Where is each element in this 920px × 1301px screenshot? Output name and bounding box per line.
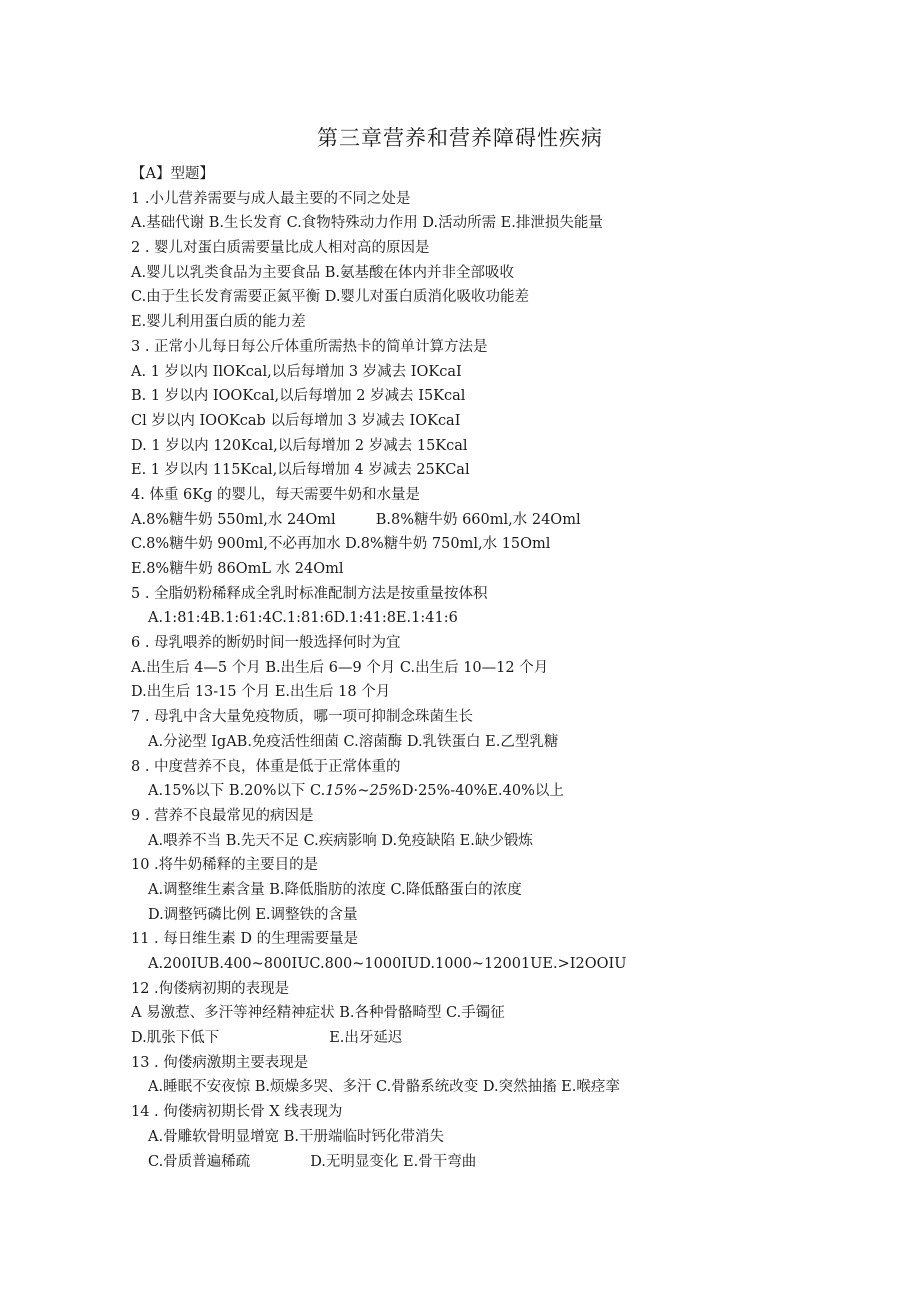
option-12d: D.肌张下低下 <box>131 1030 220 1047</box>
options-8-part3: D·25%-40%E.40%以上 <box>401 783 564 800</box>
question-4: 4. 体重 6Kg 的婴儿，每天需要牛奶和水量是 <box>131 486 421 503</box>
question-2: 2 . 婴儿对蛋白质需要量比成人相对高的原因是 <box>131 240 430 257</box>
option-12e: E.出牙延迟 <box>329 1030 403 1047</box>
options-5: A.1:81:4B.1:61:4C.1:81:6D.1:41:8E.1:41:6 <box>148 610 458 627</box>
options-12a: A 易激惹、多汗等神经精神症状 B.各种骨骼畸型 C.手镯征 <box>131 1005 505 1022</box>
question-list <box>131 162 851 1174</box>
option-3e: E. 1 岁以内 115Kcal,以后每增加 4 岁减去 25KCal <box>131 462 470 479</box>
options-4c: E.8%糖牛奶 86OmL 水 24Oml <box>131 561 344 577</box>
options-8-part1: A.15%以下 B.20%以下 C. <box>148 783 326 800</box>
options-13: A.睡眠不安夜惊 B.烦燥多哭、多汗 C.骨骼系统改变 D.突然抽搐 E.喉痉挛 <box>148 1079 620 1096</box>
options-6a: A.出生后 4—5 个月 B.出生后 6—9 个月 C.出生后 10—12 个月 <box>131 659 549 676</box>
options-4a <box>131 508 851 533</box>
options-2b: C.由于生长发育需要正氮平衡 D.婴儿对蛋白质消化吸收功能差 <box>131 289 530 306</box>
option-3b: B. 1 岁以内 IOOKcal,以后每增加 2 岁减去 I5Kcal <box>131 388 466 405</box>
options-2a: A.婴儿以乳类食品为主要食品 B.氨基酸在体内并非全部吸收 <box>131 264 514 281</box>
question-1: 1 .小儿营养需要与成人最主要的不同之处是 <box>131 190 411 207</box>
question-12: 12 .佝偻病初期的表现是 <box>131 980 290 997</box>
question-10: 10 .将牛奶稀释的主要目的是 <box>131 857 319 874</box>
question-7: 7 . 母乳中含大量免疫物质，哪一项可抑制念珠菌生长 <box>131 709 474 726</box>
question-11: 11 . 每日维生素 D 的生理需要量是 <box>131 931 359 948</box>
option-14c: C.骨质普遍稀疏 <box>148 1153 251 1170</box>
options-9: A.喂养不当 B.先天不足 C.疾病影响 D.免疫缺陷 E.缺少锻炼 <box>148 832 533 849</box>
option-14de: D.无明显变化 E.骨干弯曲 <box>310 1153 477 1170</box>
option-3d: D. 1 岁以内 120Kcal,以后每增加 2 岁减去 15Kcal <box>131 437 468 454</box>
question-8: 8 . 中度营养不良，体重是低于正常体重的 <box>131 758 401 775</box>
options-12b <box>131 1026 851 1051</box>
question-3: 3 . 正常小儿每日每公斤体重所需热卡的简单计算方法是 <box>131 338 488 355</box>
options-8-part2: 15%~25% <box>325 783 402 800</box>
options-10b: D.调整钙磷比例 E.调整铁的含量 <box>148 906 358 923</box>
options-11: A.200IUB.400~800IUC.800~1000IUD.1000~12001UE.>I2OOIU <box>148 956 627 972</box>
option-4a: A.8%糖牛奶 550ml,水 24Oml <box>131 511 336 528</box>
options-8 <box>131 779 851 804</box>
section-heading: 【A】型题】 <box>131 166 214 182</box>
options-2c: E.婴儿利用蛋白质的能力差 <box>131 314 306 331</box>
question-5: 5 . 全脂奶粉稀释成全乳时标准配制方法是按重量按体积 <box>131 585 488 602</box>
options-14b <box>131 1150 851 1175</box>
options-1: A.基础代谢 B.生长发育 C.食物特殊动力作用 D.活动所需 E.排泄损失能量 <box>131 215 603 232</box>
options-10a: A.调整维生素含量 B.降低脂肪的浓度 C.降低酪蛋白的浓度 <box>148 881 522 898</box>
option-3c: Cl 岁以内 IOOKcab 以后每增加 3 岁减去 IOKcaI <box>131 412 461 429</box>
option-4b: B.8%糖牛奶 660ml,水 24Oml <box>375 511 581 528</box>
option-3a: A. 1 岁以内 IlOKcal,以后每增加 3 岁减去 IOKcaI <box>131 363 462 380</box>
options-6b: D.出生后 13-15 个月 E.出生后 18 个月 <box>131 684 391 701</box>
options-7: A.分泌型 IgAB.免疫活性细菌 C.溶菌酶 D.乳铁蛋白 E.乙型乳糖 <box>148 733 559 750</box>
question-13: 13 . 佝偻病激期主要表现是 <box>131 1054 309 1071</box>
page-title: 第三章营养和营养障碍性疾病 <box>317 126 603 150</box>
options-4b: C.8%糖牛奶 900ml,不必再加水 D.8%糖牛奶 750ml,水 15Oml <box>131 536 551 553</box>
question-6: 6 . 母乳喂养的断奶时间一般选择何时为宜 <box>131 635 401 652</box>
question-14: 14 . 佝偻病初期长骨 X 线表现为 <box>131 1104 343 1121</box>
options-14a: A.骨雕软骨明显增宽 B.干册端临时钙化带消失 <box>148 1128 444 1145</box>
question-9: 9 . 营养不良最常见的病因是 <box>131 807 314 824</box>
